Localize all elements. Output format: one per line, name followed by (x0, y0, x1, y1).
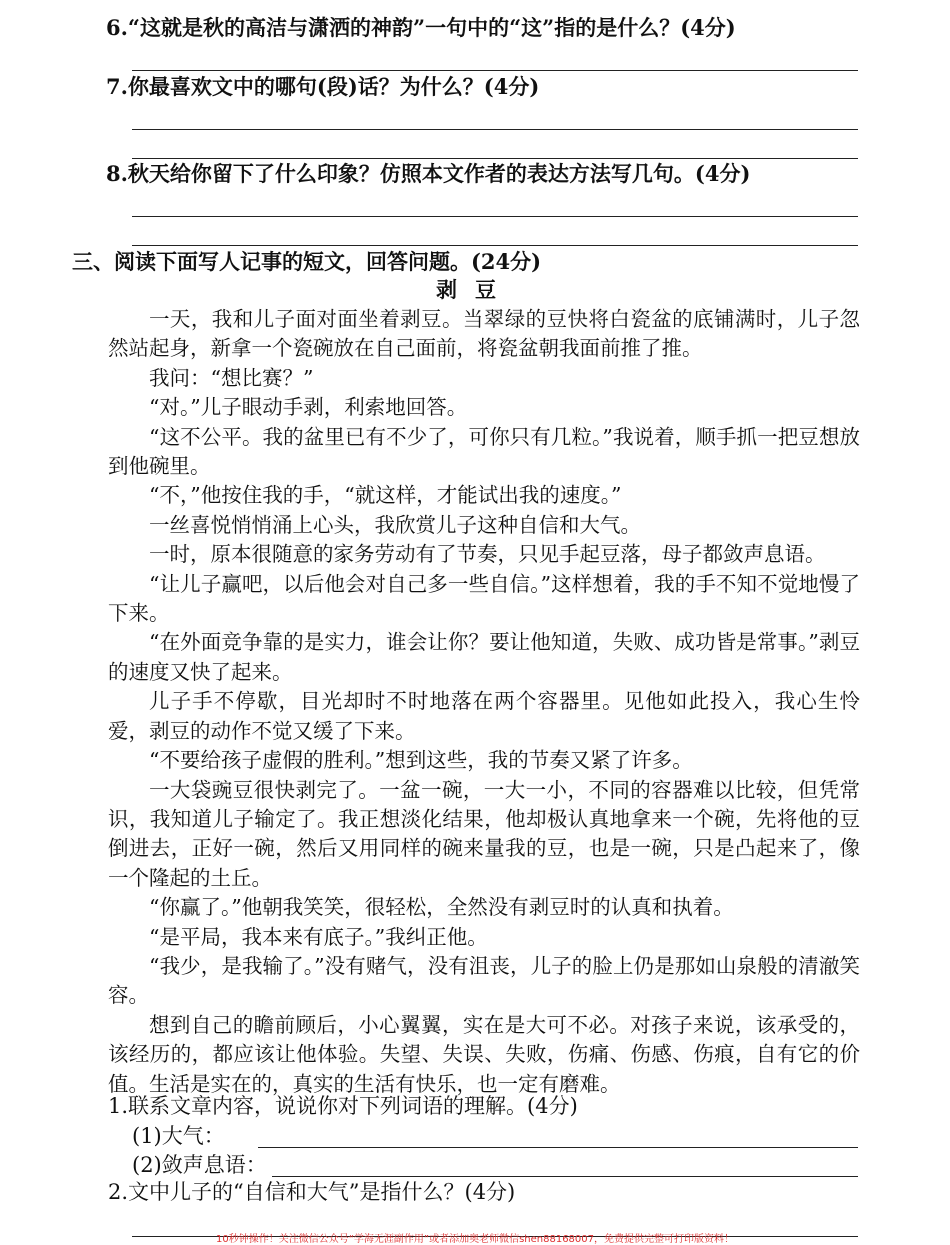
story-paragraph: “我少，是我输了。”没有赌气，没有沮丧，儿子的脸上仍是那如山泉般的清澈笑容。 (108, 953, 860, 1008)
story-title: 剥豆 (436, 277, 514, 302)
story-paragraph: 一时，原本很随意的家务劳动有了节奏，只见手起豆落，母子都敛声息语。 (149, 542, 826, 567)
story-paragraph: “对。”儿子眼动手剥，利索地回答。 (149, 395, 468, 420)
story-paragraph: 一大袋豌豆很快剥完了。一盆一碗，一大一小，不同的容器难以比较，但凭常识，我知道儿子输定了。我正想淡化结果，他却极认真地拿来一个碗，先将他的豆倒进去，正好一碗，然后又用同样的碗来量我的豆，也是一碗，只是凸起来了，像一个隆起的土丘。 (108, 777, 860, 890)
story-paragraph: “不，”他按住我的手，“就这样，才能试出我的速度。” (149, 483, 622, 508)
story-paragraph: “让儿子赢吧，以后他会对自己多一些自信。”这样想着，我的手不知不觉地慢了下来。 (108, 571, 860, 626)
term-daqi: (1)大气： (132, 1124, 225, 1148)
story-paragraph: 一天，我和儿子面对面坐着剥豆。当翠绿的豆快将白瓷盆的底铺满时，儿子忽然站起身，新拿一个瓷碗放在自己面前，将瓷盆朝我面前推了推。 (108, 307, 860, 361)
question-7: 7.你最喜欢文中的哪句(段)话？为什么？(4分) (106, 74, 540, 99)
question-8: 8.秋天给你留下了什么印象？仿照本文作者的表达方法写几句。(4分) (106, 161, 751, 186)
answer-line (132, 129, 858, 130)
story-paragraph: 我问：“想比赛？” (149, 365, 314, 390)
story-body (108, 305, 860, 1099)
story-paragraph: “是平局，我本来有底子。”我纠正他。 (149, 924, 488, 949)
question-6: 6.“这就是秋的高洁与潇洒的神韵”一句中的“这”指的是什么？(4分) (106, 15, 736, 40)
term-lianshengxiyu: (2)敛声息语： (132, 1153, 267, 1177)
fill-line (258, 1147, 858, 1148)
answer-line (132, 70, 858, 71)
answer-line (132, 245, 858, 246)
story-paragraph: “在外面竞争靠的是实力，谁会让你？要让他知道，失败、成功皆是常事。”剥豆的速度又快了起来。 (108, 630, 860, 684)
story-paragraph: 想到自己的瞻前顾后，小心翼翼，实在是大可不必。对孩子来说，该承受的，该经历的，都应该让他体验。失望、失误、失败，伤痛、伤感、伤痕，自有它的价值。生活是实在的，真实的生活有快乐，也一定有磨难。 (108, 1012, 860, 1096)
story-paragraph: “你赢了。”他朝我笑笑，很轻松，全然没有剥豆时的认真和执着。 (149, 895, 734, 920)
section-heading: 三、阅读下面写人记事的短文，回答问题。(24分) (72, 249, 542, 274)
answer-line (132, 216, 858, 217)
story-paragraph: 一丝喜悦悄悄涌上心头，我欣赏儿子这种自信和大气。 (149, 512, 641, 537)
story-paragraph: “不要给孩子虚假的胜利。”想到这些，我的节奏又紧了许多。 (149, 748, 693, 773)
sub-question-2: 2.文中儿子的“自信和大气”是指什么？(4分) (108, 1180, 516, 1204)
footer-watermark: 10秒钟操作！关注微信公众号“学海无涯副作用”或者添加奥老师微信shen88168007，免费提供完整可打印版资料！ (215, 1234, 735, 1245)
fill-line (272, 1176, 858, 1177)
sub-question-1: 1.联系文章内容，说说你对下列词语的理解。(4分) (108, 1094, 578, 1118)
story-paragraph: “这不公平。我的盆里已有不少了，可你只有几粒。”我说着，顺手抓一把豆想放到他碗里。 (108, 424, 860, 479)
story-paragraph: 儿子手不停歇，目光却时不时地落在两个容器里。见他如此投入，我心生怜爱，剥豆的动作不觉又缓了下来。 (108, 689, 860, 743)
answer-line (132, 158, 858, 159)
